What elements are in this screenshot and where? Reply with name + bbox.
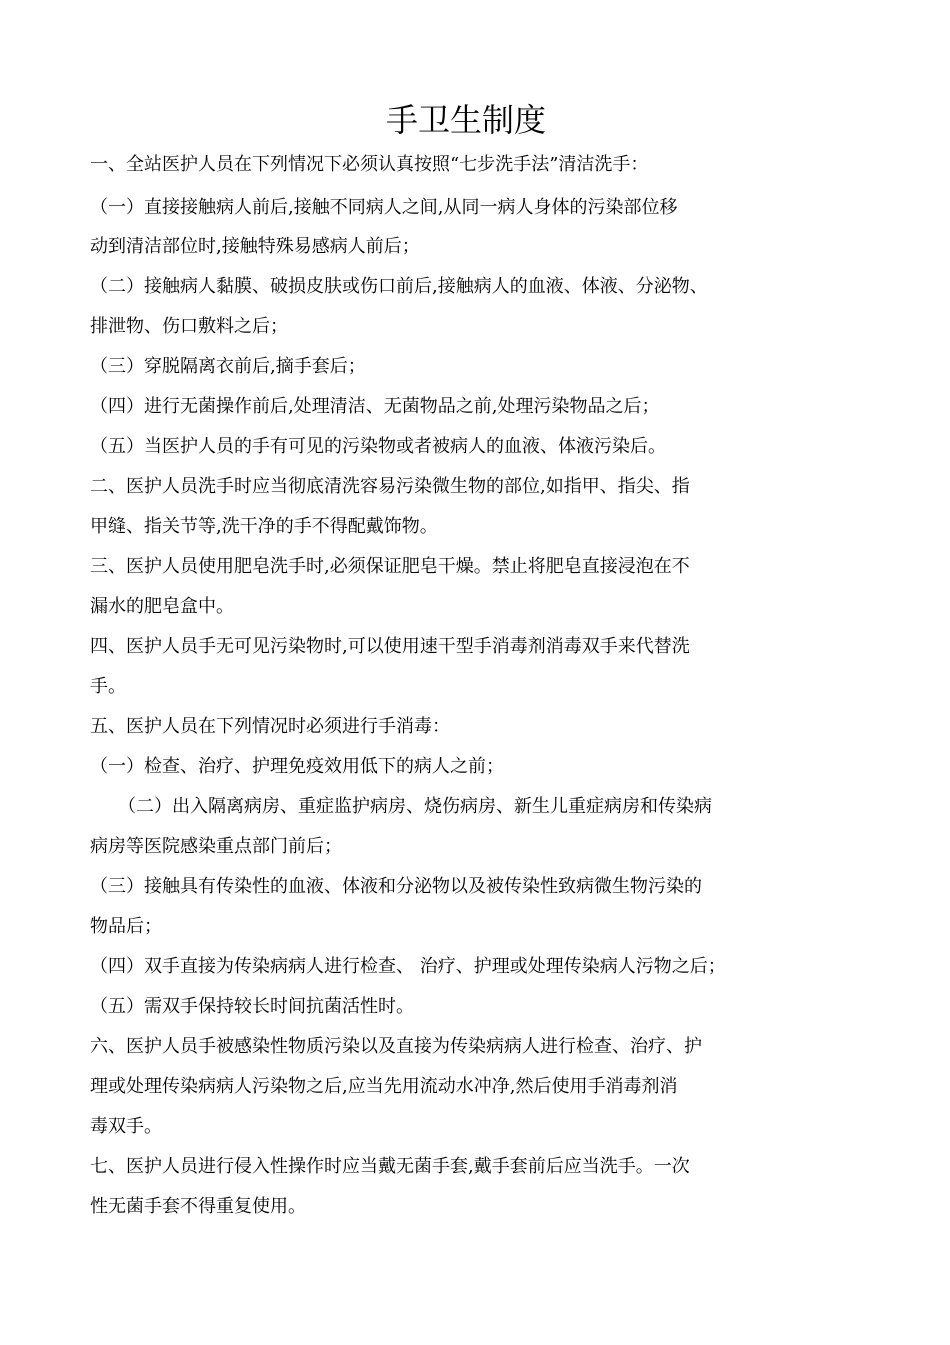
text-line: 四、医护人员手无可见污染物时,可以使用速干型手消毒剂消毒双手来代替洗 xyxy=(90,636,690,657)
text-line: （四）进行无菌操作前后,处理清洁、无菌物品之前,处理污染物品之后； xyxy=(90,396,660,417)
text-line: 五、医护人员在下列情况时必须进行手消毒： xyxy=(90,716,450,737)
text-line: （三）穿脱隔离衣前后,摘手套后； xyxy=(90,356,366,377)
page-title: 手卫生制度 xyxy=(385,101,546,139)
text-line: （五）需双手保持较长时间抗菌活性时。 xyxy=(90,996,414,1017)
text-line: （四）双手直接为传染病病人进行检查、 治疗、护理或处理传染病人污物之后； xyxy=(90,956,726,977)
text-line: 性无菌手套不得重复使用。 xyxy=(90,1196,306,1217)
text-line: （一）直接接触病人前后,接触不同病人之间,从同一病人身体的污染部位移 xyxy=(90,197,678,218)
text-line: （二）接触病人黏膜、破损皮肤或伤口前后,接触病人的血液、体液、分泌物、 xyxy=(90,276,708,297)
text-line: 手。 xyxy=(90,676,126,697)
text-line: 三、医护人员使用肥皂洗手时,必须保证肥皂干燥。禁止将肥皂直接浸泡在不 xyxy=(90,556,690,577)
text-line: （三）接触具有传染性的血液、体液和分泌物以及被传染性致病微生物污染的 xyxy=(90,876,702,897)
text-line: 二、医护人员洗手时应当彻底清洗容易污染微生物的部位,如指甲、指尖、指 xyxy=(90,476,690,497)
text-line: 毒双手。 xyxy=(90,1116,162,1137)
text-line: 漏水的肥皂盒中。 xyxy=(90,596,234,617)
text-line: 七、医护人员进行侵入性操作时应当戴无菌手套,戴手套前后应当洗手。一次 xyxy=(90,1156,690,1177)
text-line: 物品后； xyxy=(90,916,162,937)
text-line: 病房等医院感染重点部门前后； xyxy=(90,836,342,857)
text-line: （一）检查、治疗、护理免疫效用低下的病人之前； xyxy=(90,756,504,777)
text-line: 六、医护人员手被感染性物质污染以及直接为传染病病人进行检查、治疗、护 xyxy=(90,1036,702,1057)
text-line: 理或处理传染病病人污染物之后,应当先用流动水冲净,然后使用手消毒剂消 xyxy=(90,1076,678,1097)
text-line: （五）当医护人员的手有可见的污染物或者被病人的血液、体液污染后。 xyxy=(90,436,666,457)
text-line: 排泄物、伤口敷料之后； xyxy=(90,316,288,337)
text-line: （二）出入隔离病房、重症监护病房、烧伤病房、新生儿重症病房和传染病 xyxy=(118,796,712,817)
text-line: 甲缝、指关节等,洗干净的手不得配戴饰物。 xyxy=(90,516,438,537)
text-line: 一、全站医护人员在下列情况下必须认真按照“七步洗手法”清洁洗手： xyxy=(90,154,649,175)
text-line: 动到清洁部位时,接触特殊易感病人前后； xyxy=(90,236,420,257)
